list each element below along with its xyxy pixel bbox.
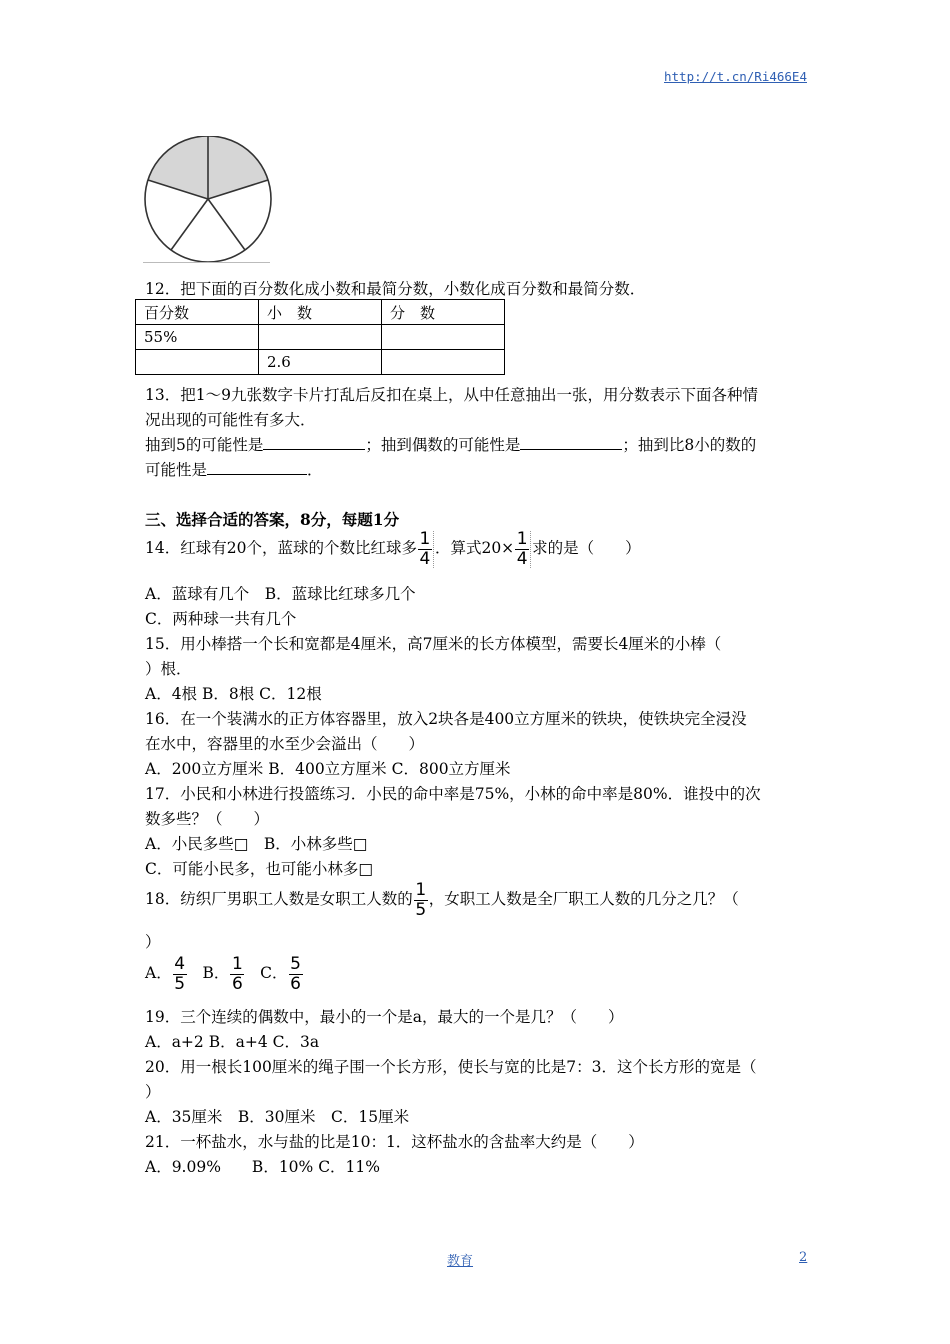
- q14-line1: [145, 528, 641, 568]
- denominator: 6: [231, 973, 243, 994]
- q15-options: A．4根 B．8根 C．12根: [145, 685, 322, 703]
- figure-divider: [143, 262, 270, 263]
- q13-text: 抽到5的可能性是: [145, 436, 264, 454]
- q13-text: ．: [307, 461, 323, 479]
- q17-line1: 17．小民和小林进行投篮练习．小民的命中率是75%，小林的命中率是80%．谁投中的次: [145, 785, 761, 803]
- q17-option: C．可能小民多，也可能小林多□: [145, 860, 374, 878]
- numerator: 1: [516, 528, 528, 549]
- conversion-table: [135, 299, 505, 375]
- q13-text: ；抽到比8小的数的: [622, 436, 757, 454]
- q20-options: A．35厘米 B．30厘米 C．15厘米: [145, 1108, 410, 1126]
- q17-option: A．小民多些□ B．小林多些□: [145, 835, 368, 853]
- page-number[interactable]: 2: [799, 1250, 808, 1265]
- table-header-cell: 分 数: [382, 300, 505, 325]
- table-header-row: [136, 300, 505, 325]
- table-header-cell: 小 数: [259, 300, 382, 325]
- q14-text: 求的是（ ）: [532, 539, 641, 557]
- q17-line2: 数多些？（ ）: [145, 810, 270, 828]
- q19-line1: 19．三个连续的偶数中，最小的一个是a，最大的一个是几？（ ）: [145, 1008, 624, 1026]
- denominator: 4: [419, 548, 431, 569]
- q15-line2: ）根．: [145, 660, 192, 678]
- q13-text: 可能性是: [145, 461, 208, 479]
- denominator: 5: [174, 973, 186, 994]
- q14-option: A．蓝球有几个 B．蓝球比红球多几个: [145, 585, 416, 603]
- table-cell: [382, 325, 505, 350]
- denominator: 5: [415, 899, 427, 920]
- q18-options: [145, 951, 304, 995]
- answer-blank[interactable]: [207, 460, 307, 475]
- fraction: [414, 879, 428, 920]
- sector-line: [208, 199, 245, 250]
- q14-option: C．两种球一共有几个: [145, 610, 297, 628]
- table-cell: 55%: [136, 325, 259, 350]
- option-label: C．: [260, 964, 288, 982]
- option-c-fraction: [289, 953, 303, 994]
- q13-line2: 况出现的可能性有多大．: [145, 411, 316, 429]
- section-title: 三、选择合适的答案，8分，每题1分: [145, 510, 400, 529]
- q16-line2: 在水中，容器里的水至少会溢出（ ）: [145, 735, 425, 753]
- table-cell: [382, 350, 505, 375]
- sector-line: [171, 199, 208, 250]
- q18-text: 18．纺织厂男职工人数是女职工人数的: [145, 890, 413, 908]
- numerator: 5: [290, 953, 301, 974]
- q13-text: ；抽到偶数的可能性是: [365, 436, 521, 454]
- numerator: 1: [415, 879, 427, 900]
- denominator: 4: [516, 548, 528, 569]
- q13-line1: 13．把1～9九张数字卡片打乱后反扣在桌上，从中任意抽出一张，用分数表示下面各种情: [145, 386, 758, 404]
- q20-line1: 20．用一根长100厘米的绳子围一个长方形，使长与宽的比是7：3．这个长方形的宽是（: [145, 1058, 757, 1076]
- table-header-cell: 百分数: [136, 300, 259, 325]
- pie-chart-figure: [143, 136, 273, 264]
- numerator: 1: [419, 528, 431, 549]
- answer-blank[interactable]: [263, 435, 365, 450]
- table-row: [136, 325, 505, 350]
- option-label: A．: [145, 964, 172, 982]
- q19-options: A．a+2 B．a+4 C．3a: [145, 1033, 320, 1051]
- option-label: B．: [202, 964, 230, 982]
- answer-blank[interactable]: [520, 435, 622, 450]
- table-row: [136, 350, 505, 375]
- q13-line3: [145, 433, 756, 455]
- q20-line2: ）: [145, 1083, 161, 1101]
- fraction: [418, 528, 434, 569]
- fraction: [515, 528, 531, 569]
- option-a-fraction: [173, 953, 187, 994]
- q18-line1: [145, 878, 739, 920]
- numerator: 4: [174, 953, 186, 974]
- denominator: 6: [290, 973, 301, 994]
- table-cell: [136, 350, 259, 375]
- q14-text: 14．红球有20个，蓝球的个数比红球多: [145, 539, 417, 557]
- header-link[interactable]: http://t.cn/Ri466E4: [664, 69, 807, 84]
- q12-text: 12．把下面的百分数化成小数和最简分数，小数化成百分数和最简分数．: [145, 280, 646, 298]
- q16-options: A．200立方厘米 B．400立方厘米 C．800立方厘米: [145, 760, 511, 778]
- table-cell: [259, 325, 382, 350]
- q21-line1: 21．一杯盐水，水与盐的比是10：1．这杯盐水的含盐率大约是（ ）: [145, 1133, 644, 1151]
- footer-link[interactable]: 教育: [447, 1254, 474, 1269]
- q16-line1: 16．在一个装满水的正方体容器里，放入2块各是400立方厘米的铁块，使铁块完全浸没: [145, 710, 747, 728]
- q18-text: ，女职工人数是全厂职工人数的几分之几？（: [428, 890, 739, 908]
- q18-line2: ）: [145, 933, 161, 951]
- numerator: 1: [231, 953, 243, 974]
- q21-options: A．9.09% B．10% C．11%: [145, 1158, 381, 1176]
- table-cell: 2.6: [259, 350, 382, 375]
- q15-line1: 15．用小棒搭一个长和宽都是4厘米，高7厘米的长方体模型，需要长4厘米的小棒（: [145, 635, 722, 653]
- option-b-fraction: [230, 953, 244, 994]
- q14-text: ．算式20×: [434, 539, 515, 557]
- q13-line4: [145, 458, 323, 480]
